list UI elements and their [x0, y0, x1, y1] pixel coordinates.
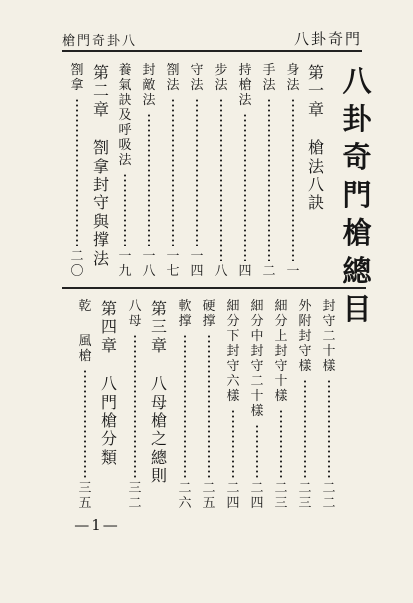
page-char: 八	[214, 264, 228, 280]
label-char: 法	[142, 92, 156, 108]
label-char: 乾	[78, 299, 92, 314]
label-char: 法	[238, 92, 252, 108]
label-char: 身	[286, 63, 300, 78]
running-head-section: 槍門奇卦八	[62, 34, 138, 49]
top-toc-entry[interactable]	[234, 64, 256, 280]
label-char: 二	[250, 373, 264, 389]
label-char: 法	[307, 156, 324, 176]
dot-leader	[292, 98, 294, 261]
label-char: 劄	[92, 138, 109, 158]
page-reference	[286, 265, 299, 280]
label-char: 樣	[322, 358, 336, 374]
label-char: 一	[307, 81, 324, 101]
entry-label	[262, 64, 275, 94]
label-char: 細	[226, 299, 240, 314]
page-reference	[128, 482, 141, 512]
page-number: —1—	[74, 516, 120, 534]
label-char: 養	[118, 63, 132, 78]
label-char: 呼	[118, 122, 132, 138]
label-char: 槍	[78, 348, 92, 364]
label-char: 章	[307, 99, 324, 119]
label-char: 持	[238, 63, 252, 78]
page-char: 四	[250, 496, 264, 512]
bottom-toc-entry[interactable]	[98, 300, 120, 512]
label-char: 第	[307, 63, 324, 82]
label-char: 劄	[166, 63, 180, 78]
title-char: 目	[342, 292, 372, 326]
dot-leader	[124, 173, 126, 247]
label-char: 與	[92, 211, 109, 231]
label-char: 封	[226, 343, 240, 359]
label-char: 四	[100, 317, 117, 337]
label-char: 敵	[142, 77, 156, 93]
entry-label	[118, 64, 131, 169]
page-char: 八	[142, 264, 156, 280]
dot-leader	[220, 98, 222, 261]
page-reference	[190, 250, 203, 280]
entry-label	[142, 64, 155, 109]
page-reference	[70, 250, 83, 280]
running-head-book: 八卦奇門	[293, 30, 362, 48]
page-char: 〇	[70, 264, 84, 280]
label-char: 中	[250, 328, 264, 344]
page-reference	[250, 482, 263, 512]
bottom-toc-entry[interactable]	[294, 300, 316, 512]
label-char: 氣	[118, 77, 132, 93]
label-char: 槍	[238, 77, 252, 93]
bottom-toc-entry[interactable]	[148, 300, 170, 512]
label-char: 守	[226, 358, 240, 374]
label-char: 則	[150, 466, 167, 486]
label-char: 十	[322, 343, 336, 359]
entry-label	[78, 300, 91, 365]
dot-leader	[184, 334, 186, 478]
page-char: 二	[322, 496, 336, 512]
label-char: 法	[118, 152, 132, 168]
bottom-toc-entry[interactable]	[222, 300, 244, 512]
label-char: 十	[274, 373, 288, 389]
label-char: 槍	[150, 410, 167, 430]
page-char: 二	[250, 481, 264, 497]
entry-label	[250, 300, 263, 420]
entry-label	[190, 64, 203, 94]
top-toc-entry[interactable]	[186, 64, 208, 280]
title-char: 卦	[342, 102, 372, 136]
top-toc-entry[interactable]	[210, 64, 232, 280]
page-char: 一	[118, 249, 132, 265]
entry-label	[214, 64, 227, 94]
dot-leader	[134, 334, 136, 478]
entry-label	[298, 300, 311, 375]
entry-label	[238, 64, 251, 109]
label-char: 二	[322, 328, 336, 344]
label-char: 步	[214, 63, 228, 78]
label-char: 守	[250, 358, 264, 374]
page-char: 五	[78, 496, 92, 512]
label-char: 拿	[92, 156, 109, 176]
label-char: 分	[250, 313, 264, 329]
page-reference	[322, 482, 335, 512]
page-reference	[118, 250, 131, 280]
top-toc-entry[interactable]	[138, 64, 160, 280]
label-char: 吸	[118, 137, 132, 153]
label-char: 封	[142, 63, 156, 78]
label-char: 樣	[274, 388, 288, 404]
entry-label	[178, 300, 191, 330]
dot-leader	[268, 98, 270, 261]
page-reference	[238, 265, 251, 280]
label-char: 六	[226, 373, 240, 389]
entry-label	[274, 300, 287, 405]
label-char: 三	[150, 317, 167, 337]
label-char: 分	[274, 313, 288, 329]
label-char: 法	[262, 77, 276, 93]
label-char: 第	[150, 299, 167, 318]
entry-label	[166, 64, 179, 94]
page-reference	[178, 482, 191, 512]
dot-leader	[280, 409, 282, 479]
bottom-toc-entry[interactable]	[198, 300, 220, 512]
entry-label	[202, 300, 215, 330]
label-char: 法	[286, 77, 300, 93]
dot-leader	[304, 379, 306, 478]
bottom-toc-entry[interactable]	[124, 300, 146, 512]
title-char: 槍	[342, 216, 372, 250]
top-toc-entry[interactable]	[162, 64, 184, 280]
page-reference	[274, 482, 287, 512]
chapter-heading	[308, 64, 324, 213]
dot-leader	[244, 113, 246, 261]
label-char: 槍	[100, 410, 117, 430]
title-char: 總	[342, 254, 372, 288]
page-char: 五	[202, 496, 216, 512]
label-char: 十	[250, 388, 264, 404]
top-toc-entry[interactable]	[90, 64, 112, 280]
page-char: 四	[238, 264, 252, 280]
title-char: 八	[342, 64, 372, 98]
page-char: 一	[142, 249, 156, 265]
label-char: 二	[92, 81, 109, 101]
label-char: 撑	[202, 313, 216, 329]
bottom-toc-entry[interactable]	[174, 300, 196, 512]
label-char: 母	[128, 313, 142, 329]
page-char: 四	[226, 496, 240, 512]
page-reference	[298, 482, 311, 512]
label-char: 八	[100, 374, 117, 394]
label-char: 訣	[307, 193, 324, 213]
label-char: 法	[214, 77, 228, 93]
label-char: 下	[226, 328, 240, 344]
dot-leader	[84, 369, 86, 478]
page-char: 二	[226, 481, 240, 497]
entry-label	[70, 64, 83, 94]
label-char: 八	[128, 299, 142, 314]
label-char: 訣	[118, 92, 132, 108]
label-char: 槍	[307, 138, 324, 158]
label-char: 手	[262, 63, 276, 78]
label-char: 上	[274, 328, 288, 344]
page-char: 三	[274, 496, 288, 512]
label-char: 章	[92, 99, 109, 119]
top-toc-entry[interactable]	[282, 64, 304, 280]
label-char: 樣	[226, 388, 240, 404]
label-char: 拿	[70, 77, 84, 93]
label-char: 八	[150, 374, 167, 394]
page-char: 二	[202, 481, 216, 497]
label-char: 風	[78, 333, 92, 349]
label-char: 封	[92, 174, 109, 194]
entry-label	[128, 300, 141, 330]
page-char: 一	[286, 264, 300, 280]
page-char: 一	[190, 249, 204, 265]
label-char: 八	[307, 174, 324, 194]
label-char: 法	[190, 77, 204, 93]
page-char: 一	[166, 249, 180, 265]
page-reference	[262, 265, 275, 280]
page-char: 七	[166, 264, 180, 280]
label-char: 總	[150, 447, 167, 467]
dot-leader	[232, 409, 234, 479]
label-char: 撑	[92, 230, 109, 250]
label-char: 守	[298, 343, 312, 359]
dot-leader	[196, 98, 198, 246]
label-char: 之	[150, 429, 167, 449]
page-char: 三	[298, 496, 312, 512]
label-char: 樣	[298, 358, 312, 374]
page-char: 三	[128, 481, 142, 497]
top-toc-entry[interactable]	[114, 64, 136, 280]
label-char: 守	[190, 63, 204, 78]
label-char: 外	[298, 299, 312, 314]
label-char: 章	[100, 335, 117, 355]
page-reference	[166, 250, 179, 280]
label-char: 守	[274, 358, 288, 374]
chapter-heading	[101, 300, 117, 467]
label-char: 門	[100, 392, 117, 412]
bottom-toc-entry[interactable]	[246, 300, 268, 512]
page-char: 四	[190, 264, 204, 280]
title-char: 奇	[342, 140, 372, 174]
label-char: 法	[166, 77, 180, 93]
page-reference	[202, 482, 215, 512]
bottom-toc-entry[interactable]	[74, 300, 96, 512]
entry-label	[322, 300, 335, 375]
label-char: 封	[274, 343, 288, 359]
page-char: 九	[118, 264, 132, 280]
chapter-heading	[151, 300, 167, 486]
dot-leader	[328, 379, 330, 478]
dot-leader	[148, 113, 150, 246]
top-toc-entry[interactable]	[305, 64, 327, 280]
label-char: 守	[92, 193, 109, 213]
label-char: 母	[150, 392, 167, 412]
page-char: 三	[78, 481, 92, 497]
entry-label	[226, 300, 239, 405]
running-head	[62, 28, 362, 52]
label-char: 分	[226, 313, 240, 329]
label-char: 撑	[178, 313, 192, 329]
top-toc-entry[interactable]	[66, 64, 88, 280]
label-char: 細	[250, 299, 264, 314]
page-char: 二	[262, 264, 276, 280]
label-char: 守	[322, 313, 336, 329]
label-char: 軟	[178, 299, 192, 314]
label-char: 類	[100, 447, 117, 467]
page-reference	[142, 250, 155, 280]
label-char: 封	[250, 343, 264, 359]
label-char: 法	[92, 248, 109, 268]
label-char: 硬	[202, 299, 216, 314]
label-char: 樣	[250, 403, 264, 419]
dot-leader	[76, 98, 78, 246]
page-reference	[214, 265, 227, 280]
label-char: 附	[298, 313, 312, 329]
top-toc-entry[interactable]	[258, 64, 280, 280]
page-char: 六	[178, 496, 192, 512]
page-char: 二	[178, 481, 192, 497]
label-char: 及	[118, 107, 132, 123]
page-char: 二	[70, 249, 84, 265]
dot-leader	[172, 98, 174, 246]
label-char: 分	[100, 429, 117, 449]
dot-leader	[208, 334, 210, 478]
page-char: 二	[298, 481, 312, 497]
dot-leader	[256, 424, 258, 479]
label-char: 第	[92, 63, 109, 82]
bottom-toc-entry[interactable]	[318, 300, 340, 512]
page-char: 二	[322, 481, 336, 497]
title-char: 門	[342, 178, 372, 212]
section-divider	[62, 287, 366, 289]
label-char: 章	[150, 335, 167, 355]
label-char: 封	[322, 299, 336, 314]
page-reference	[78, 482, 91, 512]
page-char: 二	[274, 481, 288, 497]
entry-label	[286, 64, 299, 94]
label-char: 封	[298, 328, 312, 344]
page-char: 二	[128, 496, 142, 512]
page-reference	[226, 482, 239, 512]
bottom-toc-entry[interactable]	[270, 300, 292, 512]
label-char: 第	[100, 299, 117, 318]
label-char: 劄	[70, 63, 84, 78]
chapter-heading	[93, 64, 109, 268]
label-char: 細	[274, 299, 288, 314]
